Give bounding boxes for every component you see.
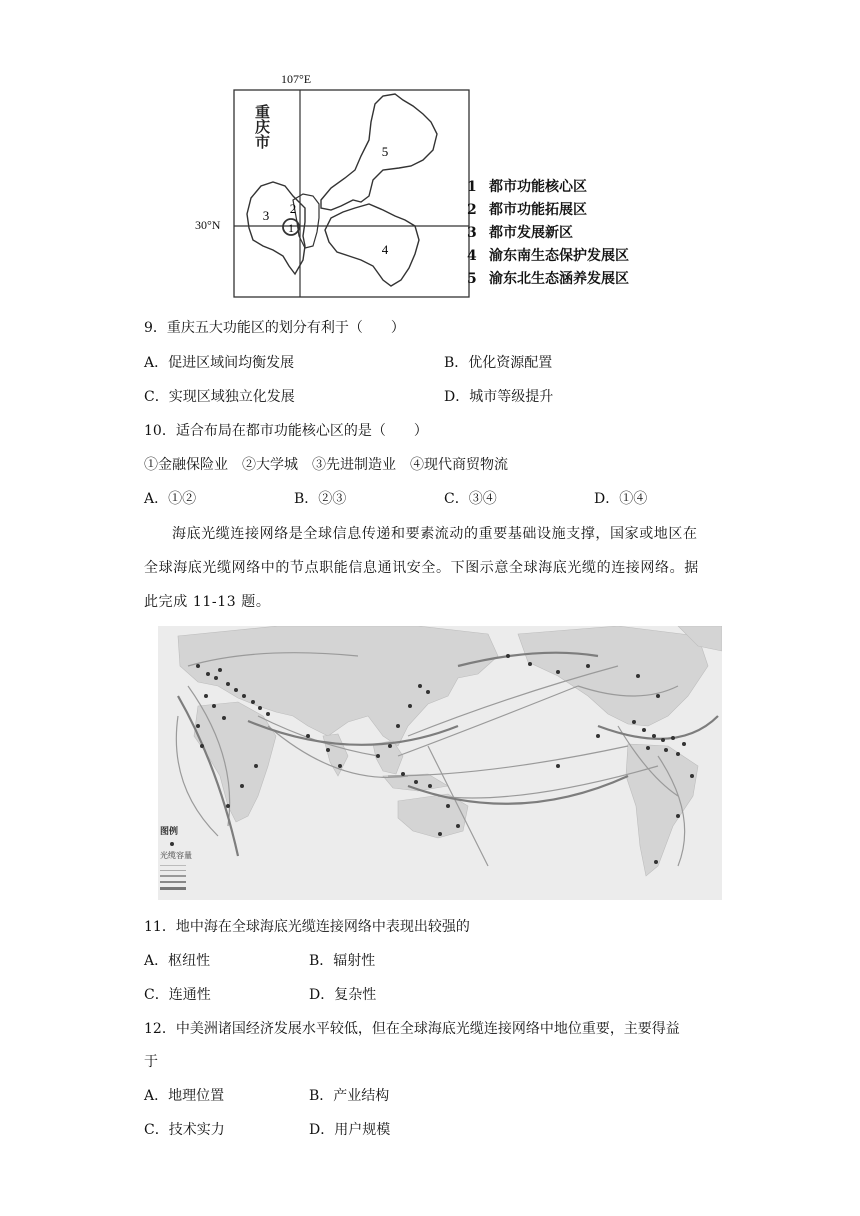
q12-option-b[interactable]: B．产业结构 bbox=[309, 1088, 390, 1104]
q11-option-d[interactable]: D．复杂性 bbox=[309, 987, 377, 1003]
latitude-label: 30°N bbox=[195, 218, 221, 232]
legend-line-5 bbox=[160, 887, 186, 890]
q10-items: ①金融保险业 ②大学城 ③先进制造业 ④现代商贸物流 bbox=[144, 457, 508, 473]
legend-item-1: 1 都市功能核心区 bbox=[467, 179, 587, 195]
q9-stem: 9．重庆五大功能区的划分有利于（ ） bbox=[144, 320, 405, 336]
world-map-legend-point bbox=[160, 839, 280, 848]
region-label-text: 重庆市 bbox=[253, 104, 271, 149]
zone-number-1: 1 bbox=[288, 221, 294, 235]
q11-option-b[interactable]: B．辐射性 bbox=[309, 953, 376, 969]
q12-option-a[interactable]: A．地理位置 bbox=[144, 1088, 225, 1104]
legend-line-3 bbox=[160, 875, 186, 877]
legend-item-5: 5 渝东北生态涵养发展区 bbox=[467, 271, 629, 287]
q12-stem-line-2: 于 bbox=[144, 1054, 158, 1070]
q12-stem-line-1: 12．中美洲诸国经济发展水平较低，但在全球海底光缆连接网络中地位重要，主要得益 bbox=[144, 1021, 680, 1037]
legend-item-4: 4 渝东南生态保护发展区 bbox=[467, 248, 629, 264]
legend-line-4 bbox=[160, 881, 186, 883]
q11-stem: 11．地中海在全球海底光缆连接网络中表现出较强的 bbox=[144, 919, 470, 935]
passage-line-2: 全球海底光缆网络中的节点职能信息通讯安全。下图示意全球海底光缆的连接网络。据 bbox=[144, 560, 699, 576]
legend-item-2: 2 都市功能拓展区 bbox=[467, 202, 587, 218]
zone-number-5: 5 bbox=[381, 144, 389, 159]
region-label bbox=[251, 104, 271, 155]
q10-option-a[interactable]: A．①② bbox=[144, 491, 197, 507]
landing-point-icon bbox=[170, 842, 174, 846]
q10-option-c[interactable]: C．③④ bbox=[444, 491, 497, 507]
q11-option-a[interactable]: A．枢纽性 bbox=[144, 953, 211, 969]
legend-line-2 bbox=[160, 870, 186, 871]
world-map-legend-subtitle: 光缆容量 bbox=[160, 851, 192, 860]
zone-number-4: 4 bbox=[381, 242, 389, 257]
map-legend bbox=[467, 177, 629, 292]
zone-5-outline bbox=[321, 94, 437, 210]
world-map-legend bbox=[160, 824, 280, 890]
legend-item-3: 3 都市发展新区 bbox=[467, 225, 573, 241]
q9-option-c[interactable]: C．实现区域独立化发展 bbox=[144, 389, 295, 405]
q9-option-b[interactable]: B．优化资源配置 bbox=[444, 355, 553, 371]
passage-line-1: 海底光缆连接网络是全球信息传递和要素流动的重要基础设施支撑，国家或地区在 bbox=[172, 526, 698, 542]
q10-option-b[interactable]: B．②③ bbox=[294, 491, 347, 507]
zone-number-2: 2 bbox=[289, 201, 297, 216]
world-map-legend-title: 图例 bbox=[160, 827, 179, 837]
longitude-label: 107°E bbox=[281, 72, 312, 86]
world-cable-map bbox=[158, 626, 722, 900]
passage-line-3: 此完成 11-13 题。 bbox=[144, 594, 271, 610]
zone-number-3: 3 bbox=[262, 208, 270, 223]
zone-4-outline bbox=[325, 204, 419, 286]
q10-option-d[interactable]: D．①④ bbox=[594, 491, 648, 507]
q12-option-c[interactable]: C．技术实力 bbox=[144, 1122, 225, 1138]
q9-option-d[interactable]: D．城市等级提升 bbox=[444, 389, 554, 405]
zone-3-outline bbox=[247, 182, 305, 274]
legend-line-1 bbox=[160, 865, 186, 866]
q10-stem: 10．适合布局在都市功能核心区的是（ ） bbox=[144, 423, 428, 439]
q9-option-a[interactable]: A．促进区域间均衡发展 bbox=[144, 355, 295, 371]
q11-option-c[interactable]: C．连通性 bbox=[144, 987, 211, 1003]
q12-option-d[interactable]: D．用户规模 bbox=[309, 1122, 391, 1138]
